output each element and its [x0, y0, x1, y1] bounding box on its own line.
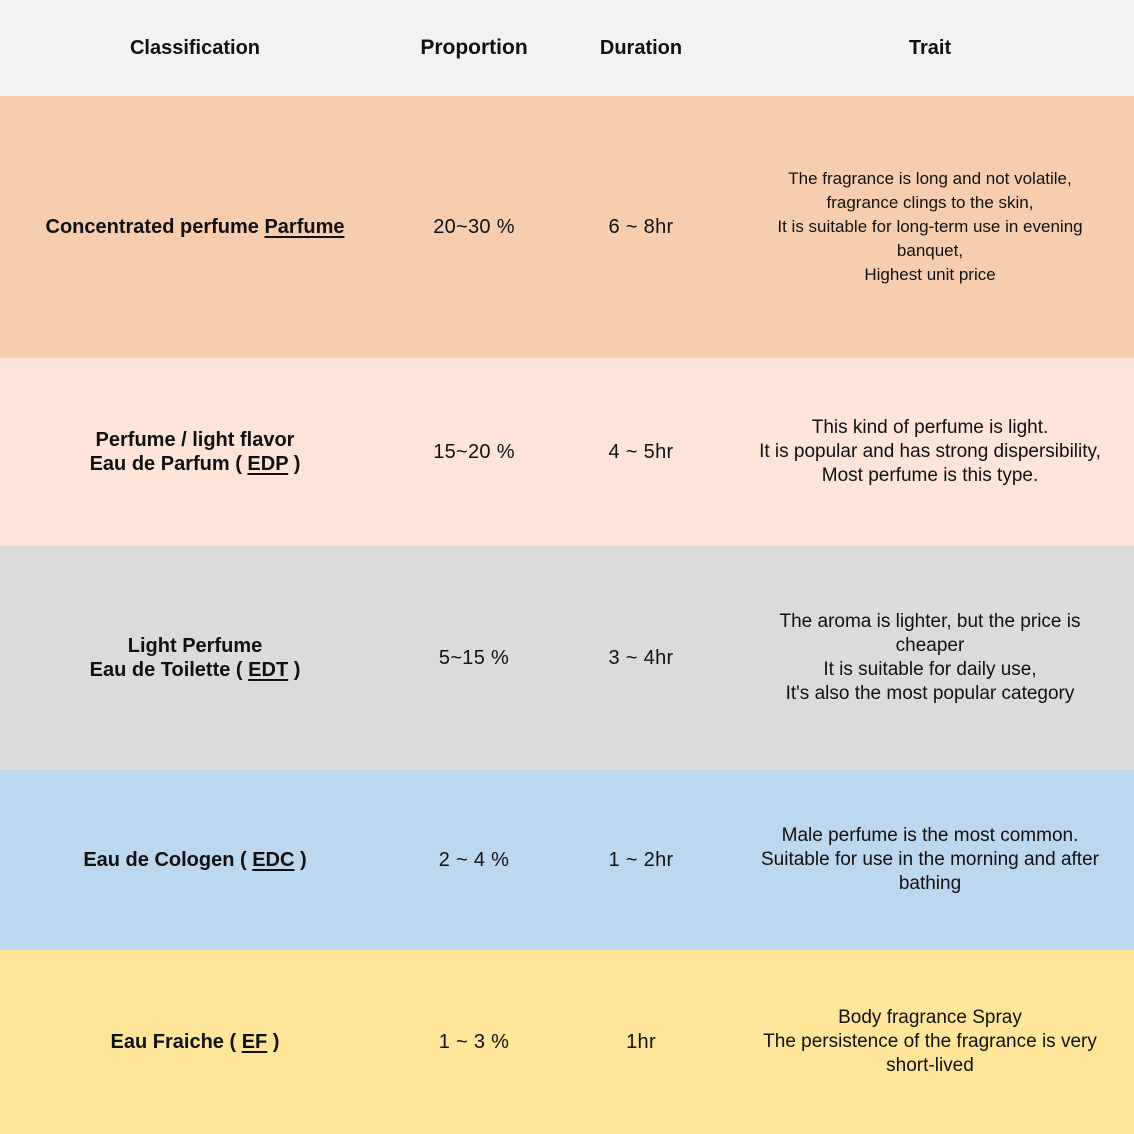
classification-abbreviation: EDT: [248, 659, 289, 681]
header-classification: Classification: [129, 36, 261, 59]
trait-cell: [732, 546, 1128, 770]
trait-line: short-lived: [886, 1055, 974, 1076]
classification-cell: [10, 546, 380, 770]
trait-line: The persistence of the fragrance is very: [763, 1031, 1097, 1052]
classification-text: Eau de Toilette (: [89, 659, 249, 681]
classification-line: [90, 658, 301, 682]
header-trait: Trait: [908, 36, 952, 59]
trait-line: It is suitable for daily use,: [823, 659, 1037, 680]
header-duration: Duration: [599, 36, 683, 59]
trait-cell: [732, 96, 1128, 358]
trait-line: bathing: [898, 873, 962, 894]
table-row: [0, 96, 1134, 358]
classification-suffix: ): [294, 849, 307, 871]
trait-line: Highest unit price: [864, 265, 996, 284]
classification-abbreviation: EDC: [252, 849, 295, 871]
classification-cell: [10, 96, 380, 358]
classification-text: Light Perfume: [127, 635, 263, 657]
classification-cell: [10, 950, 380, 1134]
trait-line: Most perfume is this type.: [821, 465, 1039, 486]
trait-line: It is popular and has strong dispersibility,: [759, 441, 1101, 462]
classification-text: Eau de Parfum (: [89, 453, 248, 475]
classification-abbreviation: Parfume: [264, 216, 345, 238]
proportion-cell: 2 ~ 4 %: [438, 848, 510, 871]
table-row: [0, 546, 1134, 770]
table-row: [0, 950, 1134, 1134]
classification-abbreviation: EF: [241, 1031, 268, 1053]
trait-line: The fragrance is long and not volatile,: [788, 169, 1072, 188]
header-proportion: Proportion: [420, 36, 528, 59]
duration-cell: 6 ~ 8hr: [608, 215, 674, 238]
classification-suffix: ): [288, 659, 301, 681]
classification-cell: [10, 770, 380, 950]
trait-line: Male perfume is the most common.: [781, 825, 1079, 846]
duration-cell: 1 ~ 2hr: [608, 848, 674, 871]
classification-cell: [10, 358, 380, 546]
trait-line: cheaper: [895, 635, 965, 656]
trait-line: Suitable for use in the morning and after: [761, 849, 1099, 870]
classification-line: [111, 1030, 280, 1054]
trait-line: banquet,: [896, 241, 964, 260]
duration-cell: 4 ~ 5hr: [608, 440, 674, 463]
proportion-cell: 20~30 %: [433, 215, 515, 238]
classification-line: [96, 428, 295, 452]
classification-line: [128, 634, 262, 658]
classification-text: Concentrated perfume: [45, 216, 265, 238]
table-row: [0, 358, 1134, 546]
table-row: [0, 770, 1134, 950]
classification-line: [46, 215, 345, 239]
classification-suffix: ): [288, 453, 301, 475]
trait-line: It is suitable for long-term use in evening: [777, 217, 1083, 236]
classification-abbreviation: EDP: [247, 453, 289, 475]
trait-cell: [732, 950, 1128, 1134]
proportion-cell: 1 ~ 3 %: [438, 1030, 510, 1053]
trait-line: The aroma is lighter, but the price is: [779, 611, 1081, 632]
duration-cell: 1hr: [626, 1030, 656, 1053]
classification-line: [83, 848, 306, 872]
trait-cell: [732, 358, 1128, 546]
trait-cell: [732, 770, 1128, 950]
trait-line: This kind of perfume is light.: [811, 417, 1049, 438]
classification-suffix: ): [267, 1031, 280, 1053]
classification-text: Eau Fraiche (: [110, 1031, 242, 1053]
trait-line: It's also the most popular category: [785, 683, 1075, 704]
proportion-cell: 15~20 %: [433, 440, 515, 463]
trait-line: fragrance clings to the skin,: [826, 193, 1034, 212]
header-row: [0, 0, 1134, 96]
trait-line: Body fragrance Spray: [838, 1007, 1022, 1028]
proportion-cell: 5~15 %: [438, 646, 510, 669]
classification-text: Perfume / light flavor: [95, 429, 295, 451]
classification-line: [90, 452, 301, 476]
classification-text: Eau de Cologen (: [83, 849, 253, 871]
duration-cell: 3 ~ 4hr: [608, 646, 674, 669]
